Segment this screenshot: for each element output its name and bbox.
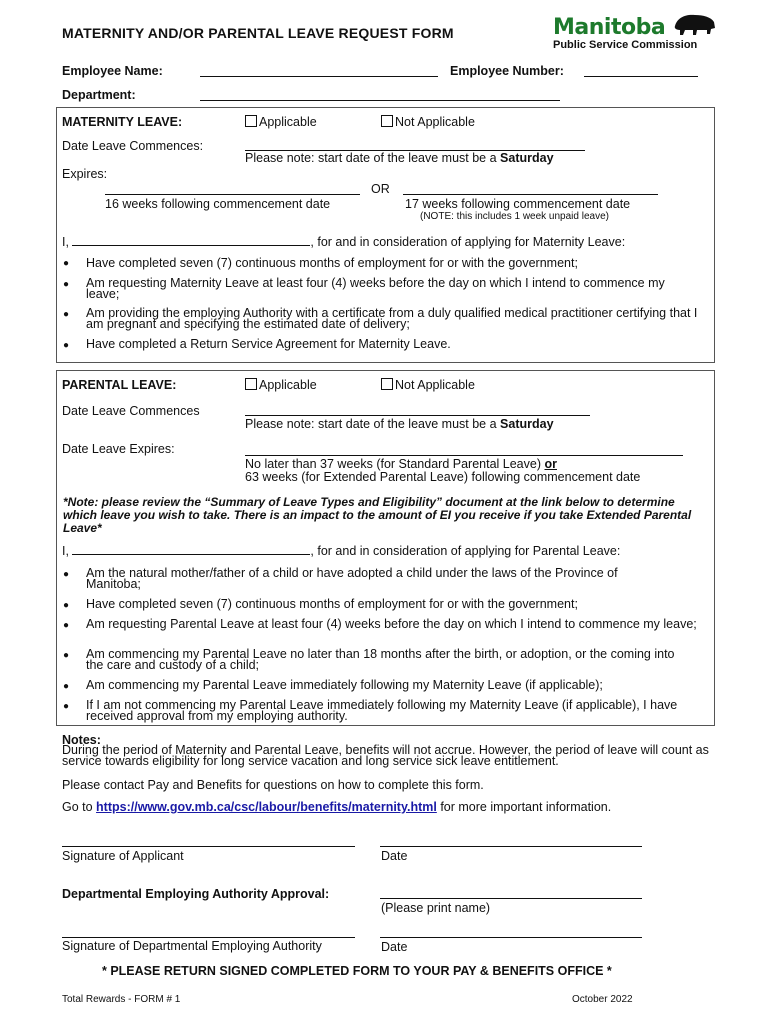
print-name-label: (Please print name) — [381, 901, 491, 915]
notes-heading: Notes: — [62, 733, 101, 747]
start-note-day: Saturday — [500, 417, 554, 431]
applicant-date-label: Date — [381, 849, 408, 863]
form-title: MATERNITY AND/OR PARENTAL LEAVE REQUEST FORM — [62, 25, 454, 41]
authority-date-field[interactable] — [380, 937, 642, 938]
standard-or: or — [544, 457, 557, 471]
authority-signature-label: Signature of Departmental Employing Authority — [62, 939, 322, 953]
employee-name-label: Employee Name: — [62, 64, 163, 78]
authority-date-label: Date — [381, 940, 408, 954]
applicant-date-field[interactable] — [380, 846, 642, 847]
maternity-17-week-label: 17 weeks following commencement date — [405, 197, 631, 211]
consideration-prefix: I, — [62, 544, 73, 558]
department-field[interactable] — [200, 100, 560, 101]
applicant-signature-field[interactable] — [62, 846, 355, 847]
parental-bullet-3: Am requesting Parental Leave at least four (4) weeks before the day on which I intend to commence my leave; — [86, 617, 697, 631]
parental-not-applicable-checkbox[interactable] — [381, 378, 393, 390]
maternity-applicable-option[interactable] — [245, 115, 317, 129]
parental-applicable-option[interactable] — [245, 378, 317, 392]
parental-bullet-5: Am commencing my Parental Leave immediately following my Maternity Leave (if applicable); — [86, 678, 603, 692]
maternity-expires-label: Expires: — [62, 167, 108, 181]
applicant-signature-label: Signature of Applicant — [62, 849, 184, 863]
department-label: Department: — [62, 88, 136, 102]
parental-expires-label: Date Leave Expires: — [62, 442, 175, 456]
bison-icon — [671, 12, 717, 38]
authority-signature-field[interactable] — [62, 937, 355, 938]
bullet-icon: ● — [63, 340, 70, 351]
maternity-bullet-1: Have completed seven (7) continuous months of employment for or with the government; — [86, 256, 578, 270]
approver-name-field[interactable] — [380, 898, 642, 899]
notes-goto — [62, 800, 611, 814]
parental-extended-option: 63 weeks (for Extended Parental Leave) following commencement date — [245, 470, 641, 484]
notes-contact: Please contact Pay and Benefits for questions on how to complete this form. — [62, 778, 484, 792]
maternity-16-week-label: 16 weeks following commencement date — [105, 197, 331, 211]
goto-prefix: Go to — [62, 800, 97, 814]
maternity-commences-label: Date Leave Commences: — [62, 139, 204, 153]
parental-bullet-2: Have completed seven (7) continuous months of employment for or with the government; — [86, 597, 578, 611]
parental-not-applicable-option[interactable] — [381, 378, 475, 392]
employee-number-label: Employee Number: — [450, 64, 564, 78]
parental-standard-option — [245, 457, 557, 471]
parental-start-note — [245, 417, 554, 431]
maternity-bullet-3: Am providing the employing Authority with a certificate from a duly qualified medical practitioner certifying that I am pregnant and specifying the estimated date of delivery; — [86, 306, 698, 331]
maternity-info-link[interactable]: https://www.gov.mb.ca/csc/labour/benefits/maternity.html — [96, 800, 437, 814]
maternity-not-applicable-label: Not Applicable — [395, 115, 475, 129]
bullet-icon: ● — [63, 569, 70, 580]
maternity-16-week-field[interactable] — [105, 194, 360, 195]
bullet-icon: ● — [63, 279, 70, 290]
employee-name-field[interactable] — [200, 76, 438, 77]
bullet-icon: ● — [63, 258, 70, 269]
logo-text: Manitoba — [553, 15, 666, 40]
maternity-or-label: OR — [371, 182, 390, 196]
maternity-consideration — [62, 234, 625, 249]
form-date: October 2022 — [572, 994, 633, 1005]
maternity-start-note — [245, 151, 554, 165]
maternity-applicable-label: Applicable — [259, 115, 317, 129]
maternity-not-applicable-checkbox[interactable] — [381, 115, 393, 127]
parental-applicable-checkbox[interactable] — [245, 378, 257, 390]
parental-eligibility-note: *Note: please review the “Summary of Leave Types and Eligibility” document at the link below to determine which leave you wish to take. There is an impact to the amount of EI you receive if you take Extended Parental Leave* — [63, 495, 692, 535]
consideration-suffix: , for and in consideration of applying for Maternity Leave: — [310, 235, 626, 249]
bullet-icon: ● — [63, 620, 70, 631]
maternity-applicant-name-field[interactable] — [72, 234, 310, 246]
parental-heading: PARENTAL LEAVE: — [62, 378, 177, 392]
maternity-unpaid-note: (NOTE: this includes 1 week unpaid leave) — [420, 211, 609, 222]
maternity-17-week-field[interactable] — [403, 194, 658, 195]
return-instruction: * PLEASE RETURN SIGNED COMPLETED FORM TO YOUR PAY & BENEFITS OFFICE * — [102, 964, 612, 978]
manitoba-logo — [553, 12, 717, 40]
standard-option-text: No later than 37 weeks (for Standard Parental Leave) — [245, 457, 545, 471]
parental-bullet-1: Am the natural mother/father of a child or have adopted a child under the laws of the Province of Manitoba; — [86, 566, 618, 591]
start-note-text: Please note: start date of the leave must be a — [245, 151, 501, 165]
consideration-suffix: , for and in consideration of applying for Parental Leave: — [310, 544, 621, 558]
parental-commences-label: Date Leave Commences — [62, 404, 200, 418]
parental-not-applicable-label: Not Applicable — [395, 378, 475, 392]
goto-suffix: for more important information. — [436, 800, 612, 814]
parental-expires-field[interactable] — [245, 455, 683, 456]
logo-subtitle: Public Service Commission — [553, 39, 698, 51]
parental-commences-field[interactable] — [245, 415, 590, 416]
employee-number-field[interactable] — [584, 76, 698, 77]
parental-consideration — [62, 543, 620, 558]
parental-applicable-label: Applicable — [259, 378, 317, 392]
notes-body: During the period of Maternity and Parental Leave, benefits will not accrue. However, the period of leave will count as service towards eligibility for long service vacation and long service sick leave entitlement. — [62, 743, 709, 768]
parental-bullet-6: If I am not commencing my Parental Leave immediately following my Maternity Leave (if applicable), I have received approval from my employing authority. — [86, 698, 678, 723]
bullet-icon: ● — [63, 600, 70, 611]
parental-applicant-name-field[interactable] — [72, 543, 310, 555]
form-id: Total Rewards - FORM # 1 — [62, 994, 181, 1005]
maternity-heading: MATERNITY LEAVE: — [62, 115, 183, 129]
maternity-applicable-checkbox[interactable] — [245, 115, 257, 127]
maternity-bullet-4: Have completed a Return Service Agreement for Maternity Leave. — [86, 337, 451, 351]
maternity-not-applicable-option[interactable] — [381, 115, 475, 129]
approval-label: Departmental Employing Authority Approval: — [62, 887, 330, 901]
parental-bullet-4: Am commencing my Parental Leave no later than 18 months after the birth, or adoption, or the coming into the care and custody of a child; — [86, 647, 675, 672]
consideration-prefix: I, — [62, 235, 73, 249]
start-note-text: Please note: start date of the leave must be a — [245, 417, 501, 431]
bullet-icon: ● — [63, 681, 70, 692]
start-note-day: Saturday — [500, 151, 554, 165]
maternity-bullet-2: Am requesting Maternity Leave at least four (4) weeks before the day on which I intend to commence my leave; — [86, 276, 665, 301]
bullet-icon: ● — [63, 309, 70, 320]
bullet-icon: ● — [63, 701, 70, 712]
bullet-icon: ● — [63, 650, 70, 661]
